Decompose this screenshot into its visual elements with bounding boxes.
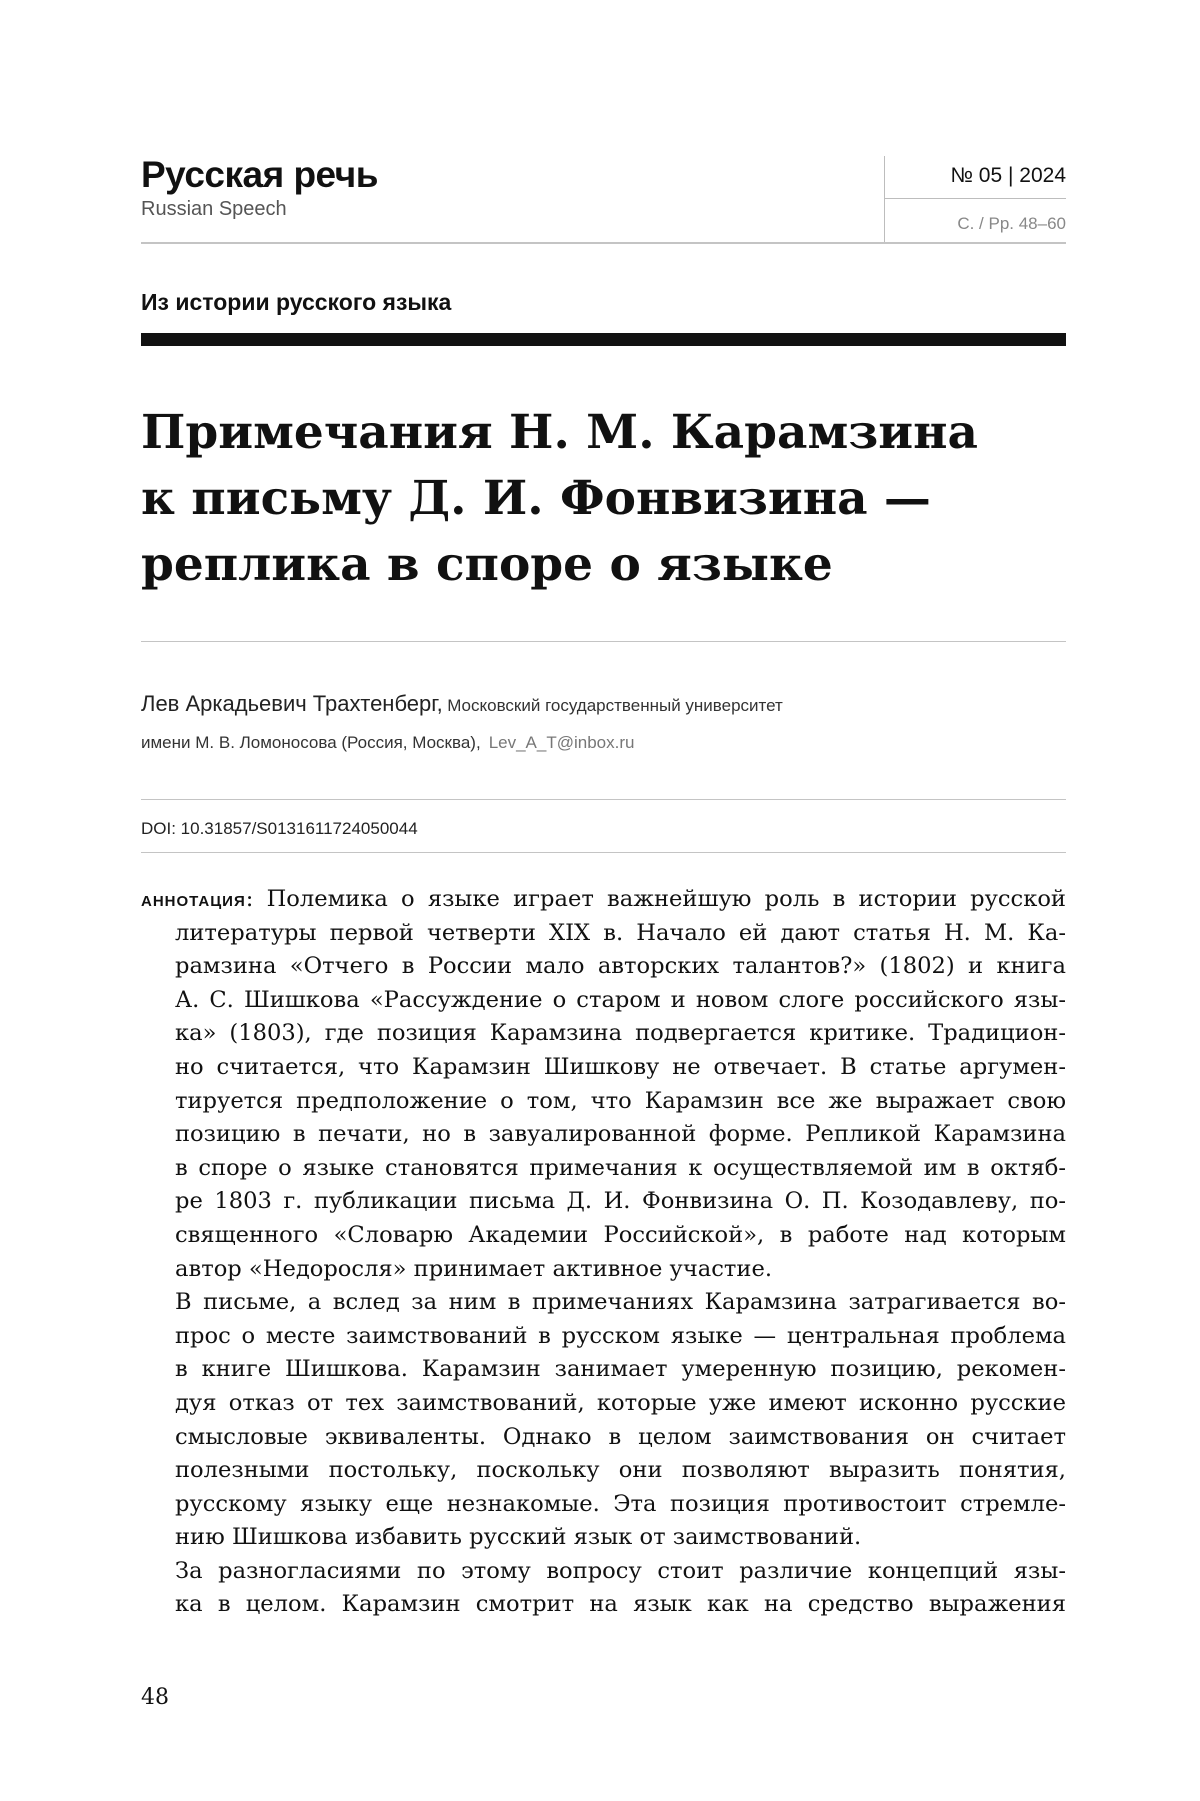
abstract-line: нию Шишкова избавить русский язык от заимствований. bbox=[175, 1524, 862, 1551]
section-bar bbox=[141, 333, 1066, 346]
article-title bbox=[141, 400, 1066, 598]
author-block bbox=[141, 686, 1066, 762]
author-rule bbox=[141, 799, 1066, 800]
abstract-label: АННОТАЦИЯ bbox=[141, 893, 246, 910]
author-name: Лев Аркадьевич Трахтенберг, bbox=[141, 691, 443, 716]
abstract-line: В письме, а вслед за ним в примечаниях Карамзина затрагивается во- bbox=[175, 1289, 1066, 1316]
abstract-line: А. С. Шишкова «Рассуждение о старом и новом слоге российского язы- bbox=[175, 986, 1066, 1013]
journal-header bbox=[141, 154, 1066, 244]
title-line: реплика в споре о языке bbox=[141, 537, 833, 592]
title-line: Примечания Н. М. Карамзина bbox=[141, 405, 978, 460]
doi: DOI: 10.31857/S0131611724050044 bbox=[141, 819, 418, 838]
abstract-line: АННОТАЦИЯ: Полемика о языке играет важнейшую роль в истории русской bbox=[141, 886, 1066, 912]
journal-title: Русская речь bbox=[141, 154, 378, 195]
header-bottom-rule bbox=[141, 242, 1066, 244]
abstract-line: ре 1803 г. публикации письма Д. И. Фонвизина О. П. Козодавлеву, по- bbox=[175, 1188, 1066, 1215]
abstract-line: в споре о языке становятся примечания к осуществляемой им в октяб- bbox=[175, 1154, 1066, 1181]
abstract-line: но считается, что Карамзин Шишкову не отвечает. В статье аргумен- bbox=[175, 1053, 1066, 1080]
abstract-line: священного «Словарю Академии Российской», в работе над которым bbox=[175, 1221, 1066, 1248]
abstract-line: автор «Недоросля» принимает активное участие. bbox=[175, 1255, 773, 1282]
abstract-line: прос о месте заимствований в русском языке — центральная проблема bbox=[175, 1322, 1066, 1349]
header-right-divider bbox=[885, 198, 1066, 199]
author-affiliation-cont: имени М. В. Ломоносова (Россия, Москва), bbox=[141, 733, 481, 752]
page-range: С. / Pp. 48–60 bbox=[957, 214, 1066, 233]
page-number: 48 bbox=[141, 1685, 169, 1710]
page bbox=[141, 0, 1066, 1801]
title-line: к письму Д. И. Фонвизина — bbox=[141, 471, 931, 526]
abstract-line: За разногласиями по этому вопросу стоит различие концепций язы- bbox=[175, 1557, 1066, 1584]
abstract-line: литературы первой четверти XIX в. Начало ей дают статья Н. М. Ка- bbox=[175, 919, 1066, 946]
abstract bbox=[141, 883, 1066, 1622]
header-divider bbox=[884, 156, 885, 242]
doi-rule bbox=[141, 852, 1066, 853]
abstract-line: рамзина «Отчего в России мало авторских талантов?» (1802) и книга bbox=[175, 953, 1066, 980]
abstract-line: ка в целом. Карамзин смотрит на язык как на средство выражения bbox=[175, 1591, 1066, 1618]
title-rule bbox=[141, 641, 1066, 642]
abstract-line: в книге Шишкова. Карамзин занимает умеренную позицию, рекомен- bbox=[175, 1356, 1066, 1383]
author-email-link[interactable]: Lev_A_T@inbox.ru bbox=[488, 733, 635, 752]
abstract-line: русскому языку еще незнакомые. Эта позиция противостоит стремле- bbox=[175, 1490, 1066, 1517]
abstract-line: дуя отказ от тех заимствований, которые уже имеют исконно русские bbox=[175, 1389, 1066, 1416]
author-affiliation: Московский государственный университет bbox=[447, 696, 783, 715]
section-heading: Из истории русского языка bbox=[141, 289, 452, 315]
abstract-line: полезными постольку, поскольку они позволяют выразить понятия, bbox=[175, 1457, 1066, 1484]
abstract-line: ка» (1803), где позиция Карамзина подвергается критике. Традицион- bbox=[175, 1020, 1066, 1047]
abstract-line: тируется предположение о том, что Карамзин все же выражает свою bbox=[175, 1087, 1066, 1114]
journal-subtitle: Russian Speech bbox=[141, 198, 287, 220]
abstract-line: позицию в печати, но в завуалированной форме. Репликой Карамзина bbox=[175, 1121, 1066, 1148]
abstract-line: смысловые эквиваленты. Однако в целом заимствования он считает bbox=[175, 1423, 1066, 1450]
issue-number: № 05 | 2024 bbox=[950, 164, 1066, 187]
